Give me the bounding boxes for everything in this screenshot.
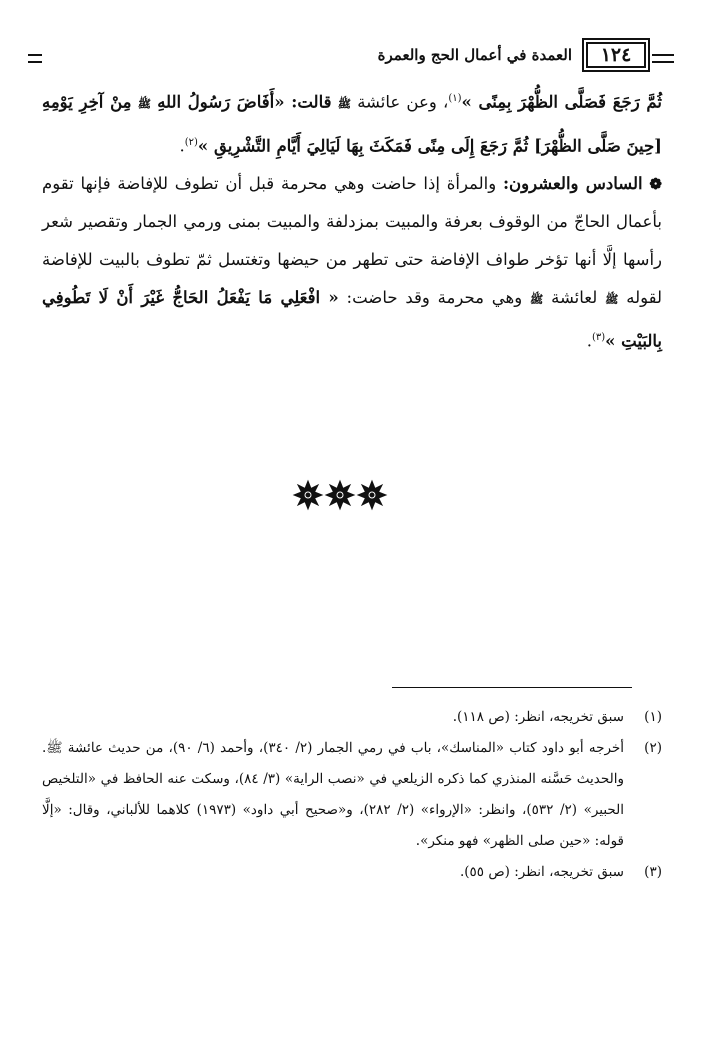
footnote-number: (٣) (644, 864, 662, 880)
hadith-text-3: مِنْ آخِرِ يَوْمِهِ [حِينَ صَلَّى الظُّهْرَ] ثُمَّ رَجَعَ إِلَى مِنًى فَمَكَثَ بِهَا لَيَالِيَ أَيَّامِ التَّشْرِيقِ » (42, 92, 662, 155)
ornament-divider-icon (292, 478, 388, 512)
header-rule-left (28, 54, 42, 63)
footnote-item (42, 857, 662, 888)
ruling-text-c: وهي محرمة وقد حاضت: (346, 288, 523, 307)
narration-text: ، وعن عائشة (357, 92, 449, 112)
section-heading: السادس والعشرون: (502, 174, 643, 193)
book-title: العمدة في أعمال الحج والعمرة (377, 46, 572, 64)
footnote-item (42, 733, 662, 857)
star-icon: ❁ (649, 175, 662, 193)
footnote-number: (٢) (644, 740, 662, 756)
footnote-item (42, 702, 662, 733)
footnote-number: (١) (644, 709, 662, 725)
hadith-text-1: ثُمَّ رَجَعَ فَصَلَّى الظُّهْرَ بِمِنًى » (461, 92, 662, 112)
ruling-text: والمرأة إذا حاضت وهي محرمة قبل أن تطوف للإفاضة فإنها تقوم بأعمال الحاجّ من الوقوف بعرفة والمبيت بمزدلفة والمبيت بمنى ورمي الجمار وتقصير شعر رأسها إلَّا أنها تؤخر طواف الإفاضة حتى تطهر من حيضها وتغتسل ثمّ تطوف بالبيت للإفاضة لقوله (42, 174, 662, 307)
honorific-prophet-2: ﷺ (605, 293, 619, 306)
hadith-paragraph: ثُمَّ رَجَعَ فَصَلَّى الظُّهْرَ بِمِنًى »$^{(١)}$، وعن عائشة ﷺ قالت: «أَفَاضَ رَسُولُ اللهِ ﷺ مِنْ آخِرِ يَوْمِهِ [حِينَ صَلَّى الظُّهْرَ] ثُمَّ رَجَعَ إِلَى مِنًى فَمَكَثَ بِهَا لَيَالِيَ أَيَّامِ التَّشْرِيقِ »$^{(٢)}$. (42, 92, 662, 155)
footnote-text: سبق تخريجه، انظر: (ص ١١٨). (452, 709, 624, 725)
footnote-ref-2[interactable]: (٢) (184, 136, 198, 148)
footnote-separator (392, 687, 632, 688)
footnote-ref-3[interactable]: (٣) (591, 332, 606, 343)
honorific-aisha-2: ﷺ (530, 293, 544, 306)
honorific-prophet: ﷺ (137, 97, 151, 111)
hadith-quote: « افْعَلِي مَا يَفْعَلُ الحَاجُّ غَيْرَ أَنْ لَا تَطُوفِي بِالبَيْتِ » (42, 288, 662, 351)
hadith-text-2: قالت: «أَفَاضَ رَسُولُ اللهِ (157, 92, 332, 112)
footnote-text: سبق تخريجه، انظر: (ص ٥٥). (459, 864, 624, 880)
header-rule-right (652, 54, 674, 63)
footnotes (42, 702, 662, 888)
page-number: ١٢٤ (586, 42, 646, 68)
main-text (42, 80, 662, 361)
honorific-aisha: ﷺ (337, 97, 351, 111)
ruling-text-b: لعائشة (551, 288, 598, 307)
ruling-paragraph: ❁ السادس والعشرون: والمرأة إذا حاضت وهي محرمة قبل أن تطوف للإفاضة فإنها تقوم بأعمال الحاجّ من الوقوف بعرفة والمبيت بمزدلفة والمبيت بمنى ورمي الجمار وتقصير شعر رأسها إلَّا أنها تؤخر طواف الإفاضة حتى تطهر من حيضها وتغتسل ثمّ تطوف بالبيت للإفاضة لقوله ﷺ لعائشة ﷺ وهي محرمة وقد حاضت: « افْعَلِي مَا يَفْعَلُ الحَاجُّ غَيْرَ أَنْ لَا تَطُوفِي بِالبَيْتِ »$^{(٣)}$. (42, 174, 662, 351)
running-header (28, 42, 674, 72)
footnote-text: أخرجه أبو داود كتاب «المناسك»، باب في رمي الجمار (٢/ ٣٤٠)، وأحمد (٦/ ٩٠)، من حديث عائشة ﷺ. والحديث حَسَّنه المنذري كما ذكره الزيلعي في «نصب الراية» (٣/ ٨٤)، وسكت عنه الحافظ في «التلخيص الحبير» (٢/ ٥٣٢)، وانظر: «الإرواء» (٢/ ٢٨٢)، و«صحيح أبي داود» (١٩٧٣) كلاهما للألباني، وقال: «إلَّا قوله: «حين صلى الظهر» فهو منكر». (42, 740, 624, 849)
footnote-ref-1[interactable]: (١) (448, 93, 462, 104)
